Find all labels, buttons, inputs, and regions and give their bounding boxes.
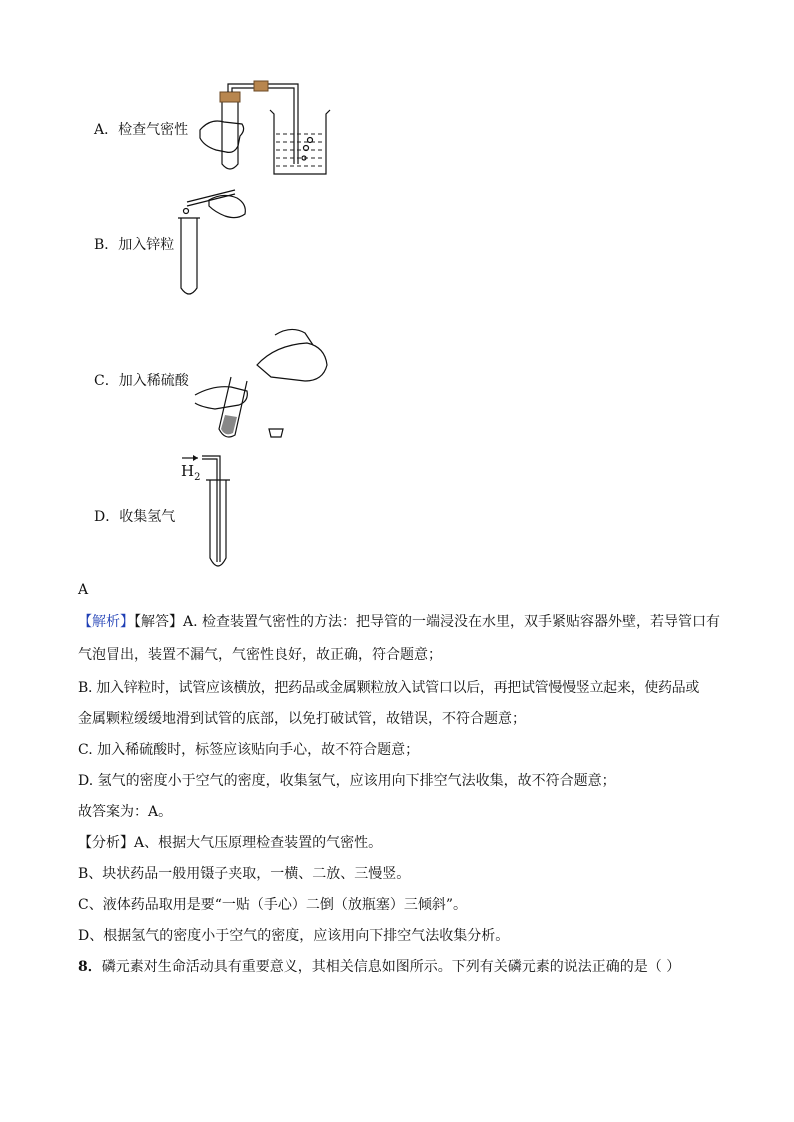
analysis-line-1-text: A. 检查装置气密性的方法：把导管的一端浸没在水里，双手紧贴容器外壁，若导管口有	[183, 614, 721, 630]
test-tube-outline	[210, 480, 226, 566]
option-b-letter: B．	[94, 237, 119, 253]
option-c-text: 加入稀硫酸	[118, 373, 189, 389]
analysis-line-4: 金属颗粒缓缓地滑到试管的底部，以免打破试管，故错误，不符合题意；	[78, 711, 526, 727]
explain-line-2: B、块状药品一般用镊子夹取，一横、二放、三慢竖。	[78, 866, 411, 882]
solution-tag: 【解答】	[134, 614, 183, 630]
option-d-text: 收集氢气	[119, 509, 176, 525]
bubbles	[302, 138, 313, 161]
analysis-line-7: 故答案为：A。	[78, 804, 173, 820]
zinc-pellet	[184, 209, 189, 214]
analysis-line-6: D. 氢气的密度小于空气的密度，收集氢气，应该用向下排空气法收集，故不符合题意；	[78, 773, 616, 789]
explain-line-1	[78, 833, 758, 853]
analysis-tag: 【解析】	[78, 614, 134, 630]
figure-b-add-zinc-illustration	[175, 188, 255, 300]
rubber-stopper	[220, 92, 240, 102]
answer: A	[78, 582, 89, 598]
bottle-stopper	[269, 429, 283, 437]
explain-line-3: C、液体药品取用是要“一贴（手心）二倒（放瓶塞）三倾斜”。	[78, 897, 468, 913]
explain-tag: 【分析】	[78, 835, 134, 851]
option-a-letter: A．	[94, 122, 119, 138]
test-tube-outline	[222, 98, 238, 169]
option-b-label	[94, 234, 174, 254]
explain-line-1-text: A、根据大气压原理检查装置的气密性。	[134, 835, 383, 851]
rubber-connector	[254, 81, 268, 91]
question-8-number: 8．	[78, 959, 102, 975]
reagent-bottle	[257, 343, 327, 381]
figure-d-collect-hydrogen-illustration	[180, 452, 240, 574]
option-c-letter: C．	[94, 373, 119, 389]
analysis-line-1	[78, 612, 758, 632]
analysis-line-2: 气泡冒出，装置不漏气，气密性良好，故正确，符合题意；	[78, 647, 442, 663]
liquid	[221, 415, 237, 434]
water-lines	[276, 134, 324, 166]
explain-line-4: D、根据氢气的密度小于空气的密度，应该用向下排空气法收集分析。	[78, 928, 510, 944]
analysis-line-5: C. 加入稀硫酸时，标签应该贴向手心，故不符合题意；	[78, 742, 420, 758]
hand-icon	[195, 387, 247, 409]
option-a-label	[94, 119, 188, 139]
figure-a-airtightness-illustration	[190, 78, 350, 178]
option-b-text: 加入锌粒	[118, 237, 175, 253]
option-d-letter: D．	[94, 509, 120, 525]
test-tube-outline	[181, 218, 197, 294]
gas-symbol: H	[181, 462, 195, 480]
option-d-label	[94, 506, 175, 526]
question-8	[78, 957, 758, 977]
gas-subscript: 2	[194, 472, 201, 483]
analysis-line-3: B. 加入锌粒时，试管应该横放，把药品或金属颗粒放入试管口以后，再把试管慢慢竖立起来，使药品或	[78, 680, 700, 696]
option-c-label	[94, 370, 189, 390]
question-8-text: 磷元素对生命活动具有重要意义，其相关信息如图所示。下列有关磷元素的说法正确的是（ ）	[101, 959, 681, 975]
figure-c-add-acid-illustration	[195, 325, 335, 445]
option-a-text: 检查气密性	[118, 122, 189, 138]
